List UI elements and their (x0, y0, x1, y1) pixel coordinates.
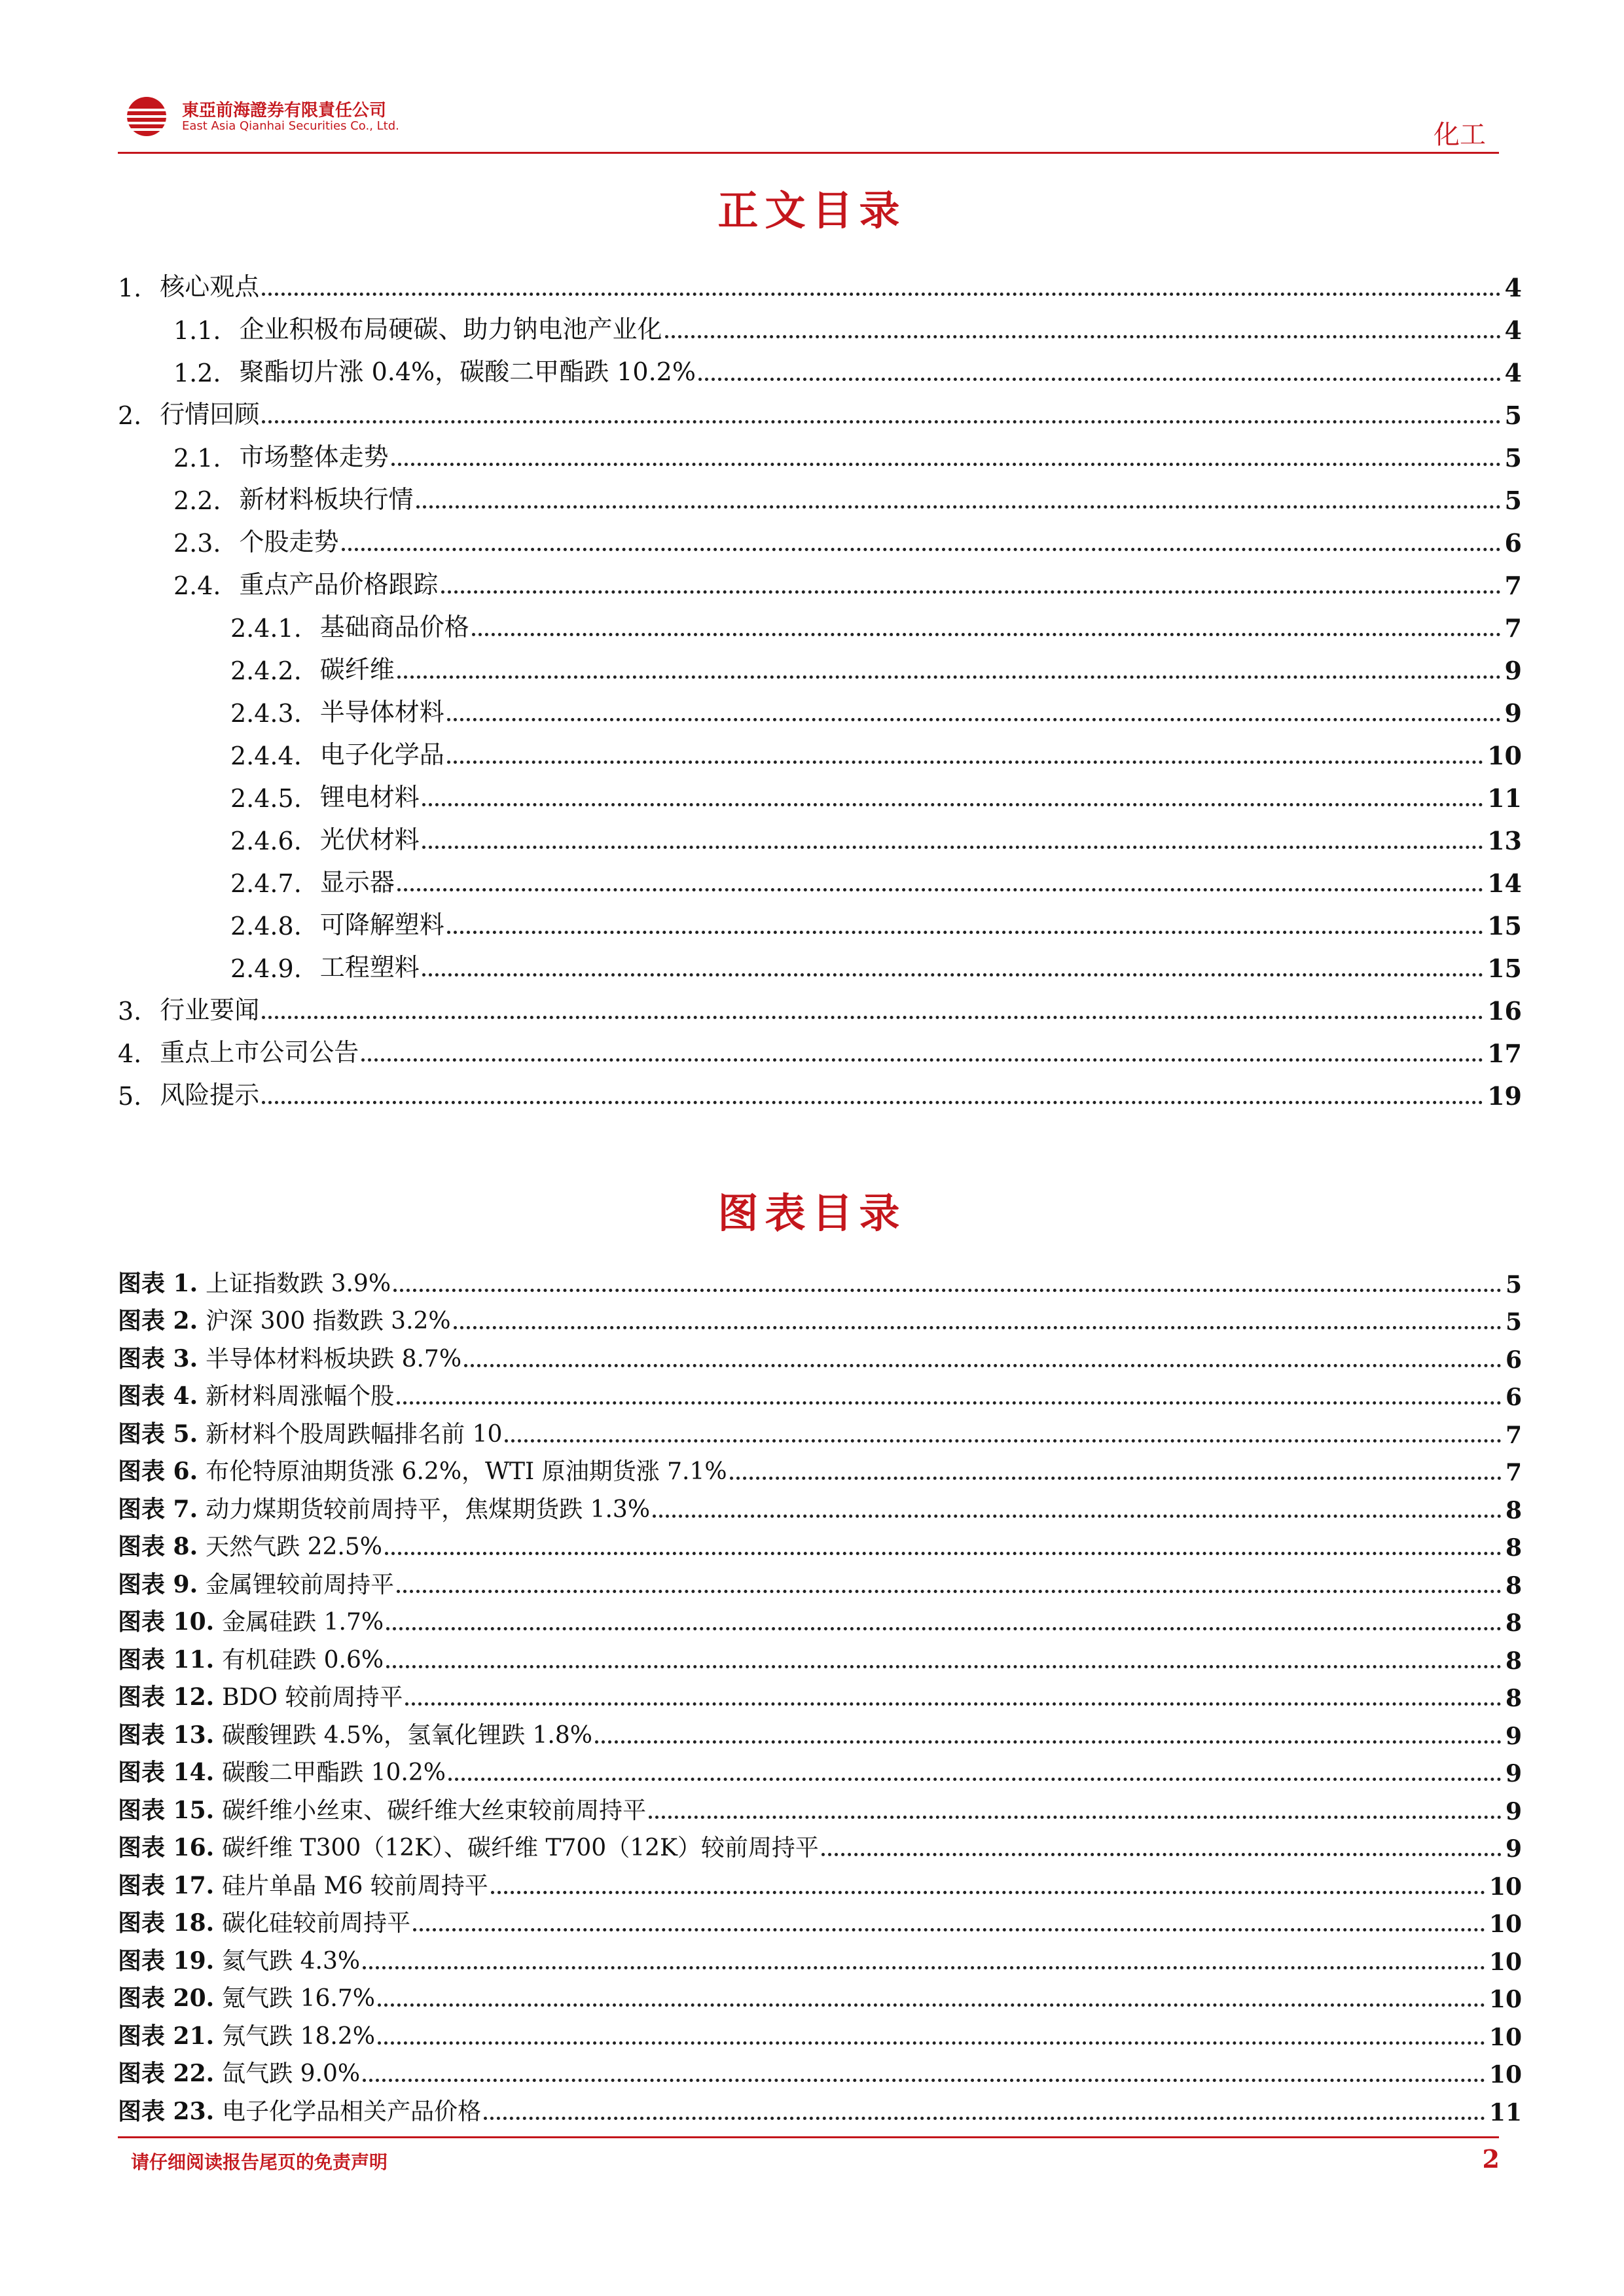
figure-entry[interactable] (118, 1299, 1522, 1336)
entry-page-number: 7 (1505, 1459, 1522, 1486)
entry-page-number: 9 (1504, 656, 1522, 685)
dot-leader (262, 1016, 1483, 1019)
entry-page-number: 11 (1489, 2098, 1522, 2126)
dot-leader (385, 1552, 1502, 1555)
disclaimer-note: 请仔细阅读报告尾页的免责声明 (131, 2151, 388, 2173)
company-name-en: East Asia Qianhai Securities Co., Ltd. (182, 119, 399, 133)
dot-leader (595, 1740, 1502, 1744)
figure-entry[interactable] (118, 1787, 1522, 1825)
entry-label: 上证指数跌 3.9% (206, 1270, 391, 1297)
entry-page-number: 17 (1487, 1039, 1522, 1068)
toc-entry[interactable] (118, 728, 1522, 770)
entry-number: 3. (118, 997, 142, 1026)
entry-number: 图表 17. (118, 1871, 215, 1899)
figure-entry[interactable] (118, 1449, 1522, 1487)
entry-label: 行业要闻 (160, 996, 260, 1024)
entry-page-number: 10 (1489, 2061, 1522, 2089)
entry-number: 2.4.8. (230, 912, 302, 941)
toc-entry[interactable] (118, 983, 1522, 1026)
entry-page-number: 10 (1489, 1986, 1522, 2013)
entry-label: 可降解塑料 (319, 910, 444, 939)
entry-label: 市场整体走势 (239, 442, 389, 471)
entry-page-number: 4 (1504, 273, 1522, 302)
page-number: 2 (1482, 2144, 1500, 2174)
entry-number: 2.4.7. (230, 869, 302, 898)
dot-leader (405, 1702, 1501, 1706)
toc-entry[interactable] (118, 898, 1522, 941)
entry-number: 2.4.1. (230, 614, 302, 643)
entry-number: 2.4.3. (230, 699, 302, 728)
dot-leader (363, 2079, 1485, 2082)
entry-number: 2.2. (173, 486, 221, 515)
toc-entry[interactable] (118, 558, 1522, 600)
entry-page-number: 10 (1489, 1910, 1522, 1938)
entry-label: 碳纤维 (319, 655, 395, 684)
toc-title: 正文目录 (717, 187, 907, 234)
entry-label: 动力煤期货较前周持平，焦煤期货跌 1.3% (206, 1496, 651, 1523)
entry-page-number: 5 (1505, 1308, 1522, 1336)
entry-label: 光伏材料 (319, 825, 420, 854)
entry-label: 半导体材料板块跌 8.7% (206, 1345, 462, 1372)
dot-leader (422, 973, 1483, 977)
figure-entry[interactable] (118, 2051, 1522, 2089)
entry-label: 碳化硅较前周持平 (222, 1910, 411, 1937)
entry-number: 2.4.6. (230, 827, 302, 855)
dot-leader (262, 1101, 1483, 1104)
toc-entry[interactable] (118, 345, 1522, 387)
figure-list (118, 1261, 1522, 2126)
dot-leader (393, 1289, 1502, 1292)
entry-number: 图表 14. (118, 1759, 215, 1786)
dot-leader (262, 420, 1500, 423)
dot-leader (397, 675, 1501, 679)
footer-divider (118, 2136, 1499, 2138)
entry-page-number: 10 (1489, 1873, 1522, 1901)
entry-label: 企业积极布局硬碳、助力钠电池产业化 (239, 315, 662, 344)
dot-leader (472, 633, 1501, 636)
dot-leader (397, 1590, 1502, 1593)
figure-entry[interactable] (118, 1524, 1522, 1562)
figure-list-title: 图表目录 (717, 1189, 907, 1237)
entry-page-number: 5 (1504, 486, 1522, 515)
toc-entry[interactable] (118, 473, 1522, 515)
dot-leader (447, 931, 1483, 934)
entry-page-number: 5 (1504, 443, 1522, 473)
entry-label: 显示器 (319, 868, 395, 897)
entry-label: 新材料板块行情 (239, 485, 414, 514)
entry-page-number: 8 (1505, 1534, 1522, 1562)
dot-leader (397, 1401, 1502, 1405)
entry-label: 氪气跌 16.7% (222, 1985, 375, 2012)
entry-page-number: 6 (1504, 528, 1522, 558)
dot-leader (413, 1928, 1485, 1931)
entry-page-number: 19 (1487, 1081, 1522, 1111)
entry-number: 图表 11. (118, 1645, 215, 1674)
dot-leader (464, 1364, 1502, 1367)
entry-page-number: 7 (1504, 613, 1522, 643)
figure-entry[interactable] (118, 1336, 1522, 1374)
toc-entry[interactable] (118, 302, 1522, 345)
entry-page-number: 15 (1487, 954, 1522, 983)
entry-number: 1. (118, 274, 142, 302)
dot-leader (491, 1891, 1485, 1894)
entry-label: 电子化学品 (319, 740, 444, 769)
entry-label: 重点产品价格跟踪 (239, 570, 439, 599)
entry-page-number: 8 (1505, 1685, 1522, 1712)
entry-number: 2.4.9. (230, 954, 302, 983)
toc-entry[interactable] (118, 813, 1522, 855)
toc-entry[interactable] (118, 515, 1522, 558)
dot-leader (422, 846, 1483, 849)
toc-list (118, 260, 1522, 1111)
entry-number: 2.4. (173, 571, 221, 600)
toc-entry[interactable] (118, 430, 1522, 473)
entry-number: 图表 3. (118, 1344, 198, 1372)
dot-leader (342, 548, 1501, 551)
entry-page-number: 13 (1487, 826, 1522, 855)
entry-page-number: 10 (1487, 741, 1522, 770)
dot-leader (378, 2041, 1485, 2045)
entry-page-number: 8 (1505, 1496, 1522, 1524)
entry-label: 氙气跌 9.0% (222, 2060, 361, 2087)
company-logo-icon (118, 96, 175, 139)
dot-leader (397, 888, 1483, 891)
page-header (118, 90, 1499, 153)
header-divider (118, 152, 1499, 154)
figure-entry[interactable] (118, 1562, 1522, 1600)
figure-entry[interactable] (118, 1901, 1522, 1939)
entry-number: 图表 2. (118, 1307, 198, 1335)
figure-entry[interactable] (118, 1675, 1522, 1713)
dot-leader (649, 1816, 1502, 1819)
entry-number: 4. (118, 1039, 142, 1068)
dot-leader (386, 1627, 1502, 1630)
entry-number: 1.2. (173, 359, 221, 387)
entry-page-number: 14 (1487, 869, 1522, 898)
entry-label: 碳纤维小丝束、碳纤维大丝束较前周持平 (222, 1797, 647, 1824)
figure-entry[interactable] (118, 1374, 1522, 1412)
figure-entry[interactable] (118, 1976, 1522, 2014)
entry-page-number: 9 (1504, 698, 1522, 728)
entry-number: 图表 1. (118, 1269, 198, 1297)
entry-page-number: 5 (1504, 401, 1522, 430)
entry-label: 氖气跌 18.2% (222, 2022, 375, 2050)
dot-leader (448, 1778, 1502, 1781)
entry-number: 图表 15. (118, 1796, 215, 1824)
dot-leader (447, 718, 1501, 721)
dot-leader (698, 378, 1501, 381)
entry-page-number: 5 (1505, 1270, 1522, 1299)
entry-number: 图表 9. (118, 1570, 198, 1598)
entry-page-number: 8 (1505, 1647, 1522, 1675)
toc-entry[interactable] (118, 643, 1522, 685)
figure-entry[interactable] (118, 1750, 1522, 1788)
entry-label: 个股走势 (239, 528, 339, 556)
figure-entry[interactable] (118, 1637, 1522, 1675)
entry-number: 图表 21. (118, 2022, 215, 2050)
entry-page-number: 7 (1505, 1421, 1522, 1449)
entry-label: 风险提示 (160, 1081, 260, 1109)
entry-number: 图表 6. (118, 1458, 198, 1485)
entry-page-number: 9 (1505, 1760, 1522, 1787)
entry-page-number: 11 (1487, 783, 1522, 813)
toc-entry[interactable] (118, 1026, 1522, 1068)
dot-leader (262, 293, 1500, 296)
dot-leader (378, 2003, 1485, 2007)
dot-leader (665, 335, 1501, 338)
entry-page-number: 7 (1504, 571, 1522, 600)
entry-page-number: 6 (1505, 1346, 1522, 1374)
entry-page-number: 16 (1487, 996, 1522, 1026)
entry-page-number: 4 (1504, 315, 1522, 345)
entry-label: 天然气跌 22.5% (206, 1534, 382, 1560)
company-name-cn: 東亞前海證券有限責任公司 (182, 101, 387, 120)
entry-label: 行情回顾 (160, 400, 260, 429)
toc-entry[interactable] (118, 387, 1522, 430)
toc-entry[interactable] (118, 941, 1522, 983)
entry-page-number: 8 (1505, 1571, 1522, 1600)
entry-label: 聚酯切片涨 0.4%，碳酸二甲酯跌 10.2% (239, 357, 696, 386)
entry-label: 金属硅跌 1.7% (222, 1609, 384, 1636)
entry-number: 2.4.4. (230, 742, 302, 770)
entry-number: 2.1. (173, 444, 221, 473)
dot-leader (454, 1326, 1502, 1329)
figure-entry[interactable] (118, 1938, 1522, 1976)
entry-number: 图表 12. (118, 1683, 215, 1711)
entry-label: BDO 较前周持平 (222, 1684, 403, 1711)
entry-number: 图表 23. (118, 2097, 215, 2125)
entry-page-number: 9 (1505, 1835, 1522, 1863)
entry-number: 图表 20. (118, 1984, 215, 2012)
dot-leader (386, 1665, 1502, 1668)
figure-entry[interactable] (118, 1600, 1522, 1638)
dot-leader (441, 590, 1501, 594)
dot-leader (363, 1966, 1485, 1969)
figure-entry[interactable] (118, 1261, 1522, 1299)
entry-page-number: 4 (1504, 358, 1522, 387)
figure-entry[interactable] (118, 1825, 1522, 1863)
figure-entry[interactable] (118, 1863, 1522, 1901)
dot-leader (505, 1439, 1502, 1443)
dot-leader (416, 505, 1501, 509)
entry-label: 电子化学品相关产品价格 (222, 2098, 482, 2125)
dot-leader (391, 463, 1501, 466)
entry-label: 硅片单晶 M6 较前周持平 (222, 1872, 488, 1899)
entry-number: 2.4.5. (230, 784, 302, 813)
entry-label: 核心观点 (160, 272, 260, 301)
dot-leader (361, 1058, 1483, 1062)
entry-label: 金属锂较前周持平 (206, 1571, 395, 1598)
entry-label: 新材料周涨幅个股 (206, 1383, 395, 1410)
entry-label: 有机硅跌 0.6% (222, 1646, 384, 1674)
entry-number: 图表 16. (118, 1834, 215, 1861)
entry-number: 图表 8. (118, 1533, 198, 1560)
entry-number: 图表 13. (118, 1721, 215, 1749)
toc-entry[interactable] (118, 855, 1522, 898)
dot-leader (484, 2117, 1485, 2120)
entry-label: 碳酸锂跌 4.5%，氢氧化锂跌 1.8% (222, 1721, 592, 1749)
entry-number: 2.3. (173, 529, 221, 558)
entry-label: 基础商品价格 (319, 613, 469, 641)
entry-number: 图表 7. (118, 1495, 198, 1523)
entry-page-number: 10 (1489, 1948, 1522, 1976)
entry-label: 重点上市公司公告 (160, 1038, 359, 1067)
entry-label: 沪深 300 指数跌 3.2% (206, 1308, 451, 1335)
entry-label: 新材料个股周跌幅排名前 10 (206, 1420, 503, 1448)
figure-entry[interactable] (118, 1712, 1522, 1750)
toc-entry[interactable] (118, 770, 1522, 813)
entry-label: 碳酸二甲酯跌 10.2% (222, 1759, 446, 1786)
entry-page-number: 6 (1505, 1384, 1522, 1411)
entry-number: 图表 22. (118, 2060, 215, 2087)
entry-page-number: 8 (1505, 1609, 1522, 1637)
toc-entry[interactable] (118, 600, 1522, 643)
entry-number: 1.1. (173, 316, 221, 345)
entry-number: 图表 18. (118, 1909, 215, 1937)
dot-leader (821, 1853, 1502, 1856)
dot-leader (422, 803, 1483, 806)
entry-label: 碳纤维 T300（12K）、碳纤维 T700（12K）较前周持平 (222, 1835, 819, 1861)
figure-entry[interactable] (118, 2013, 1522, 2051)
dot-leader (730, 1477, 1502, 1480)
entry-number: 5. (118, 1082, 142, 1111)
entry-label: 工程塑料 (319, 953, 420, 982)
entry-label: 布伦特原油期货涨 6.2%，WTI 原油期货涨 7.1% (206, 1458, 727, 1485)
figure-entry[interactable] (118, 1486, 1522, 1524)
toc-entry[interactable] (118, 260, 1522, 302)
dot-leader (653, 1515, 1502, 1518)
figure-entry[interactable] (118, 1411, 1522, 1449)
entry-number: 图表 5. (118, 1420, 198, 1448)
entry-page-number: 9 (1505, 1722, 1522, 1750)
entry-page-number: 15 (1487, 911, 1522, 941)
dot-leader (447, 761, 1483, 764)
entry-number: 2.4.2. (230, 656, 302, 685)
entry-page-number: 10 (1489, 2023, 1522, 2051)
entry-number: 图表 10. (118, 1608, 215, 1636)
entry-number: 图表 4. (118, 1382, 198, 1410)
entry-label: 氦气跌 4.3% (222, 1947, 361, 1975)
entry-label: 锂电材料 (319, 783, 420, 812)
figure-entry[interactable] (118, 2089, 1522, 2126)
toc-entry[interactable] (118, 1068, 1522, 1111)
entry-page-number: 9 (1505, 1797, 1522, 1825)
toc-entry[interactable] (118, 685, 1522, 728)
entry-number: 图表 19. (118, 1946, 215, 1975)
entry-number: 2. (118, 401, 142, 430)
sector-label: 化工 (1434, 120, 1486, 150)
entry-label: 半导体材料 (319, 698, 444, 726)
